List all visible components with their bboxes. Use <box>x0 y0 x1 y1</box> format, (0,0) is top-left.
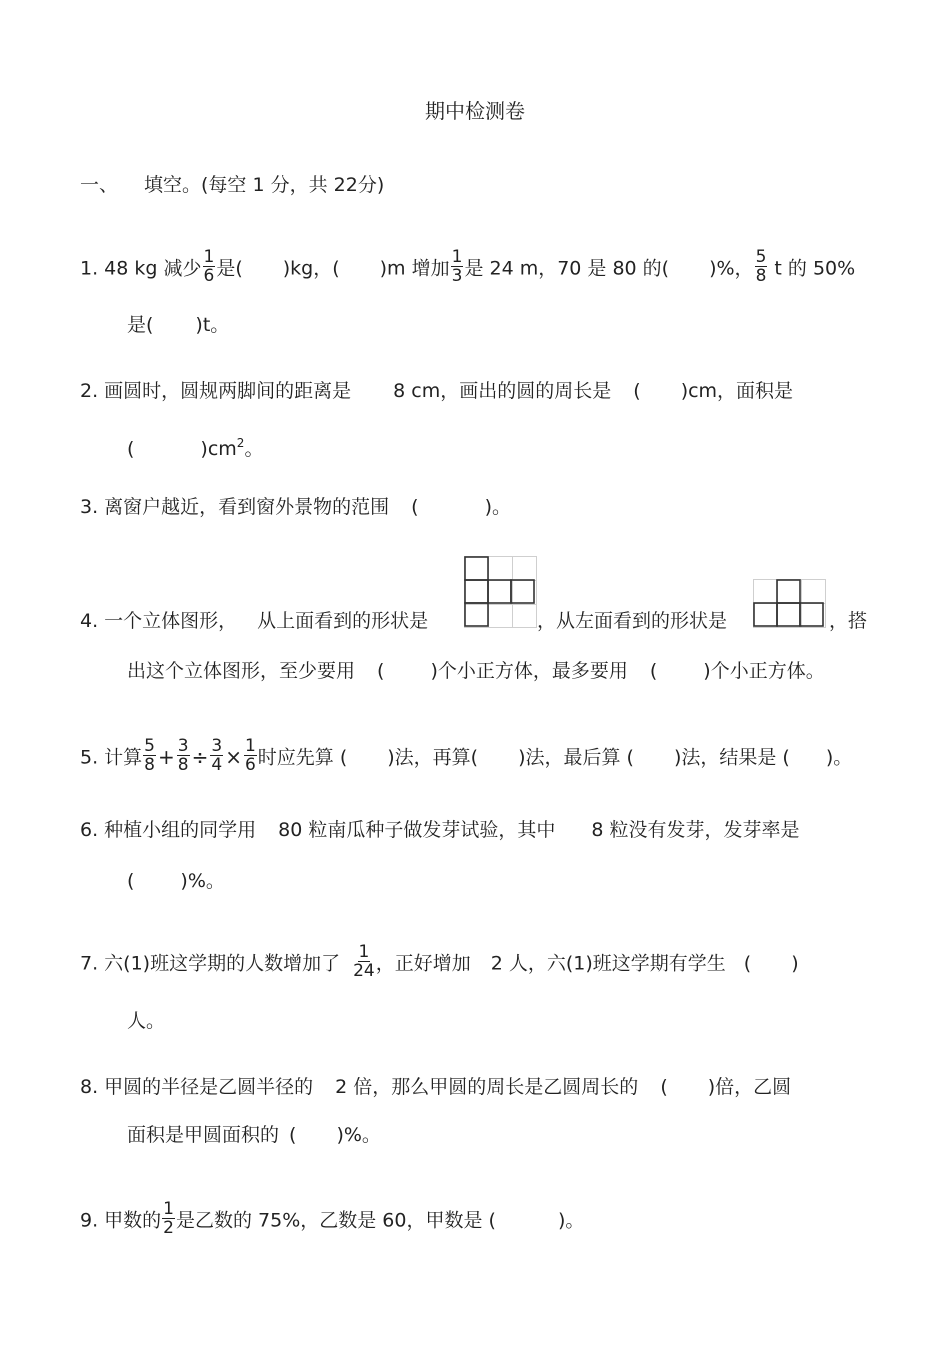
q3-text: )。 <box>484 496 512 518</box>
question-4-line-1 <box>80 608 428 634</box>
divide-sign: ÷ <box>191 744 209 769</box>
fraction-numerator: 3 <box>211 736 223 756</box>
fraction-denominator: 24 <box>353 961 375 981</box>
fraction-numerator: 3 <box>177 736 189 756</box>
q1-text: )%， <box>709 257 754 280</box>
fraction-denominator: 4 <box>211 755 223 775</box>
q2-text: )cm <box>200 438 237 460</box>
fraction-denominator: 8 <box>144 755 155 775</box>
q1-text: 是( <box>127 314 154 336</box>
fraction <box>755 248 768 286</box>
q1-text: t 的 50% <box>768 257 856 280</box>
q4-text: )个小正方体。 <box>703 660 825 682</box>
q2-text: 2. 画圆时，圆规两脚间的距离是 <box>80 380 352 402</box>
q6-text: 80 粒南瓜种子做发芽试验，其中 <box>278 819 556 841</box>
question-8-line-1 <box>80 1074 791 1100</box>
fraction-numerator: 1 <box>203 247 215 267</box>
question-7-line-1 <box>80 942 799 983</box>
page-title: 期中检测卷 <box>425 99 525 123</box>
fraction <box>353 943 375 981</box>
fraction <box>210 737 223 775</box>
fraction-denominator: 8 <box>177 755 189 775</box>
question-8-line-2 <box>127 1122 381 1148</box>
fraction-denominator: 6 <box>244 755 256 775</box>
question-4-line-1c <box>829 608 867 634</box>
question-4-line-2 <box>127 658 825 684</box>
fraction <box>143 737 156 775</box>
q6-text: ( <box>127 870 135 892</box>
question-1-line-2 <box>127 312 229 338</box>
q6-text: 8 粒没有发芽，发芽率是 <box>591 819 800 841</box>
q5-text: )法，再算( <box>387 746 479 769</box>
fraction-numerator: 5 <box>755 247 767 267</box>
q5-text: 5. 计算 <box>80 746 143 769</box>
q9-text: 9. 甲数的 <box>80 1209 162 1232</box>
q9-text: )。 <box>557 1209 585 1232</box>
q6-text: 6. 种植小组的同学用 <box>80 819 257 841</box>
fraction-numerator: 1 <box>244 736 256 756</box>
fraction <box>203 248 216 286</box>
fraction-numerator: 1 <box>358 942 370 962</box>
q1-text: 是 24 m，70 是 80 的( <box>464 257 670 280</box>
q7-text: ( <box>743 952 752 975</box>
q1-text: 是( <box>216 257 243 280</box>
q2-text: )cm，面积是 <box>680 380 794 402</box>
q7-text: 2 人，六(1)班这学期有学生 <box>490 952 726 975</box>
question-6-line-1 <box>80 817 800 843</box>
q8-text: ( <box>660 1076 668 1098</box>
q8-text: 2 倍，那么甲圆的周长是乙圆周长的 <box>335 1076 639 1098</box>
fraction-denominator: 3 <box>451 266 463 286</box>
question-4-line-1b <box>537 608 727 634</box>
q9-text: 是乙数的 75%，乙数是 60，甲数是 ( <box>176 1209 496 1232</box>
q1-text: )t。 <box>195 314 230 336</box>
left-view-figure <box>753 579 827 629</box>
q2-text: ( <box>633 380 641 402</box>
q1-text: )kg，( <box>282 257 340 280</box>
q5-text: )法，结果是 ( <box>673 746 790 769</box>
question-5 <box>80 736 853 777</box>
q5-text: )法，最后算 ( <box>518 746 634 769</box>
q2-text: 。 <box>244 438 264 460</box>
q4-text: ( <box>377 660 385 682</box>
q3-text: 3. 离窗户越近，看到窗外景物的范围 <box>80 496 390 518</box>
fraction-denominator: 8 <box>755 266 767 286</box>
top-view-figure <box>464 556 538 630</box>
fraction-denominator: 2 <box>163 1218 174 1238</box>
q1-text: 1. 48 kg 减少 <box>80 257 202 280</box>
q4-text: 4. 一个立体图形， <box>80 610 238 632</box>
fraction-numerator: 1 <box>163 1199 174 1219</box>
question-9 <box>80 1199 585 1240</box>
q3-text: ( <box>411 496 419 518</box>
q4-text: )个小正方体，最多要用 <box>430 660 628 682</box>
question-2-line-1 <box>80 378 793 404</box>
q6-text: )%。 <box>180 870 225 892</box>
fraction <box>162 1200 175 1238</box>
superscript: 2 <box>236 436 245 450</box>
q7-text: 人。 <box>127 1010 166 1032</box>
fraction <box>451 248 464 286</box>
q5-text: 时应先算 ( <box>257 746 348 769</box>
section-text: 填空。(每空 1 分，共 22分) <box>144 174 385 196</box>
fraction <box>177 737 190 775</box>
q8-text: )倍，乙圆 <box>707 1076 792 1098</box>
q1-text: )m 增加 <box>379 257 450 280</box>
q8-text: 面积是甲圆面积的 <box>127 1124 280 1146</box>
question-2-line-2 <box>127 430 263 462</box>
q4-text: 出这个立体图形，至少要用 <box>127 660 356 682</box>
fraction-numerator: 1 <box>451 247 463 267</box>
q2-text: ( <box>127 438 135 460</box>
q2-text: 8 cm，画出的圆的周长是 <box>393 380 612 402</box>
section-number: 一、 <box>80 174 119 196</box>
q8-text: ( <box>289 1124 297 1146</box>
times-sign: × <box>225 744 242 769</box>
q4-text: ，从左面看到的形状是 <box>537 610 728 632</box>
question-6-line-2 <box>127 868 225 894</box>
fraction-denominator: 6 <box>203 266 215 286</box>
q7-text: ) <box>791 952 799 975</box>
section-heading <box>80 172 384 198</box>
fraction <box>244 737 257 775</box>
q4-text: ( <box>649 660 658 682</box>
q4-text: 从上面看到的形状是 <box>257 610 429 632</box>
q8-text: 8. 甲圆的半径是乙圆半径的 <box>80 1076 314 1098</box>
q7-text: 7. 六(1)班这学期的人数增加了 <box>80 952 341 975</box>
question-3 <box>80 494 511 520</box>
q8-text: )%。 <box>336 1124 381 1146</box>
q7-text: ，正好增加 <box>375 952 471 975</box>
q5-text: )。 <box>825 746 853 769</box>
plus-sign: + <box>158 744 175 769</box>
fraction-numerator: 5 <box>144 736 155 756</box>
q4-text: ，搭 <box>829 610 868 632</box>
question-1-line-1 <box>80 247 856 288</box>
question-7-line-2 <box>127 1008 165 1034</box>
